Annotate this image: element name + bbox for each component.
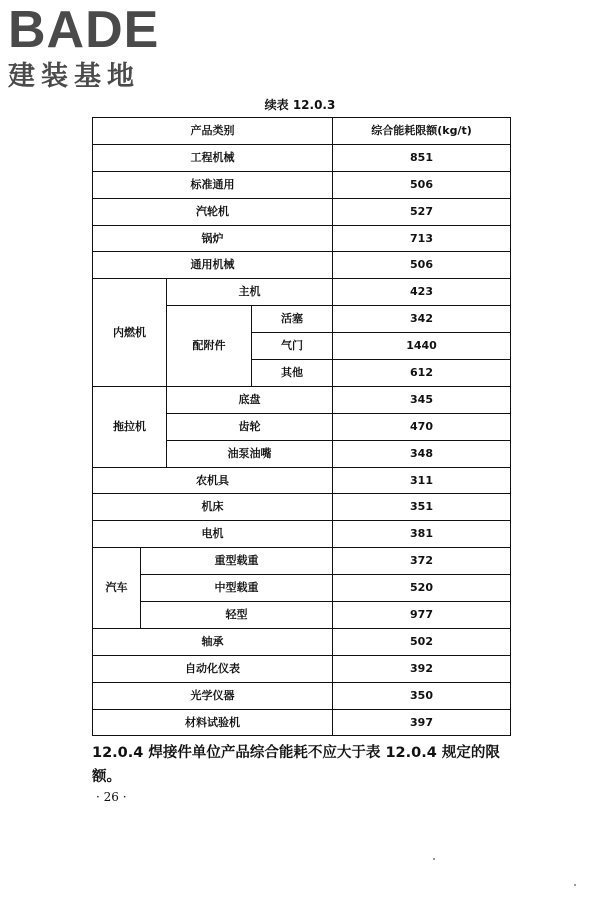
row-value: 397 [333, 709, 511, 736]
scan-speck [433, 858, 435, 860]
row-label: 中型载重 [141, 575, 333, 602]
row-label: 材料试验机 [93, 709, 333, 736]
row-value: 381 [333, 521, 511, 548]
row-label: 底盘 [167, 386, 333, 413]
page-number: · 26 · [96, 790, 127, 804]
group-tractor: 拖拉机 [93, 386, 167, 467]
table-row [93, 171, 511, 198]
row-value: 506 [333, 171, 511, 198]
table-row [93, 252, 511, 279]
table-row [93, 575, 511, 602]
row-label: 机床 [93, 494, 333, 521]
row-label: 油泵油嘴 [167, 440, 333, 467]
scan-speck [574, 884, 576, 886]
row-value: 1440 [333, 333, 511, 360]
table-row [93, 225, 511, 252]
table-row [93, 494, 511, 521]
table-row [93, 279, 511, 306]
table-row [93, 628, 511, 655]
row-value: 851 [333, 144, 511, 171]
row-label: 气门 [252, 333, 333, 360]
row-label: 农机具 [93, 467, 333, 494]
row-value: 612 [333, 360, 511, 387]
group-auto: 汽车 [93, 548, 141, 629]
row-label: 轴承 [93, 628, 333, 655]
row-label: 轻型 [141, 602, 333, 629]
table-caption: 续表 12.0.3 [264, 98, 336, 112]
table-row [93, 467, 511, 494]
row-label: 锅炉 [93, 225, 333, 252]
table-row [93, 386, 511, 413]
clause-paragraph: 12.0.4 焊接件单位产品综合能耗不应大于表 12.0.4 规定的限额。 [92, 745, 500, 785]
group-accessories: 配附件 [167, 306, 252, 387]
row-value: 713 [333, 225, 511, 252]
brand-logo [8, 1, 178, 96]
row-label: 通用机械 [93, 252, 333, 279]
row-label: 活塞 [252, 306, 333, 333]
row-value: 345 [333, 386, 511, 413]
header-limit: 综合能耗限额(kg/t) [333, 118, 511, 145]
row-label: 汽轮机 [93, 198, 333, 225]
energy-limit-table [92, 117, 511, 736]
row-value: 350 [333, 682, 511, 709]
row-value: 392 [333, 655, 511, 682]
row-value: 423 [333, 279, 511, 306]
row-value: 351 [333, 494, 511, 521]
row-value: 506 [333, 252, 511, 279]
row-value: 348 [333, 440, 511, 467]
row-label: 重型载重 [141, 548, 333, 575]
row-value: 372 [333, 548, 511, 575]
table-row [93, 682, 511, 709]
logo-brand-text: BADE [8, 1, 160, 59]
row-value: 520 [333, 575, 511, 602]
row-value: 311 [333, 467, 511, 494]
logo-subtitle: 建装基地 [8, 61, 140, 92]
row-label: 光学仪器 [93, 682, 333, 709]
header-category: 产品类别 [93, 118, 333, 145]
table-row [93, 709, 511, 736]
row-label: 主机 [167, 279, 333, 306]
table-header-row [93, 118, 511, 145]
table-row [93, 548, 511, 575]
row-value: 470 [333, 413, 511, 440]
row-value: 527 [333, 198, 511, 225]
row-label: 工程机械 [93, 144, 333, 171]
row-label: 其他 [252, 360, 333, 387]
row-label: 齿轮 [167, 413, 333, 440]
row-value: 342 [333, 306, 511, 333]
row-value: 502 [333, 628, 511, 655]
table-row [93, 655, 511, 682]
group-engine: 内燃机 [93, 279, 167, 387]
row-label: 标准通用 [93, 171, 333, 198]
table-row [93, 198, 511, 225]
table-row [93, 602, 511, 629]
table-row [93, 144, 511, 171]
row-label: 电机 [93, 521, 333, 548]
row-value: 977 [333, 602, 511, 629]
row-label: 自动化仪表 [93, 655, 333, 682]
table-row [93, 521, 511, 548]
